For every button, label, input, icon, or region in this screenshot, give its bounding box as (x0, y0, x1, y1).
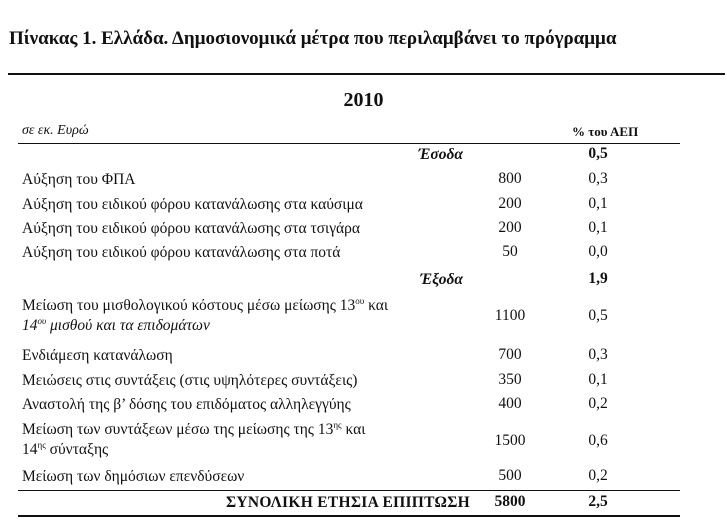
row-value: 1500 (494, 432, 526, 449)
row-pct: 0,1 (588, 195, 608, 212)
row-label: Αύξηση του ειδικού φόρου κατανάλωσης στα ποτά (22, 244, 341, 261)
row-label: Αύξηση του ειδικού φόρου κατανάλωσης στα καύσιμα (22, 196, 363, 213)
section-pct: 0,5 (588, 145, 608, 162)
year-heading: 2010 (343, 89, 384, 111)
row-label: Μειώσεις στις συντάξεις (στις υψηλότερες συντάξεις) (22, 372, 358, 389)
row-value: 400 (498, 395, 522, 412)
row-value: 200 (498, 195, 522, 212)
row-pct: 0,2 (588, 395, 608, 412)
row-pct: 0,1 (588, 371, 608, 388)
total-value: 5800 (494, 493, 526, 510)
row-label: Μείωση των δημόσιων επενδύσεων (22, 468, 245, 485)
top-rule (8, 73, 725, 75)
row-value: 500 (498, 467, 522, 484)
header-rule (18, 143, 680, 144)
total-pct: 2,5 (588, 493, 608, 510)
pct-gdp-header: % του ΑΕΠ (572, 124, 639, 139)
row-pct: 0,1 (588, 219, 608, 236)
row-pct: 0,5 (588, 307, 608, 324)
unit-label: σε εκ. Ευρώ (22, 123, 89, 138)
row-pct: 0,3 (588, 346, 608, 363)
bottom-rule (18, 515, 680, 517)
row-pct: 0,6 (588, 432, 608, 449)
section-label: Έσοδα (418, 146, 463, 163)
row-value: 800 (498, 170, 522, 187)
row-pct: 0,3 (588, 170, 608, 187)
row-value: 200 (498, 219, 522, 236)
total-rule (18, 490, 680, 491)
row-label: Ενδιάμεση κατανάλωση (22, 347, 173, 364)
section-label: Έξοδα (420, 271, 463, 288)
row-label: Αύξηση του ΦΠΑ (22, 171, 136, 188)
total-label: ΣΥΝΟΛΙΚΗ ΕΤΗΣΙΑ ΕΠΙΠΤΩΣΗ (225, 494, 470, 511)
row-label: Αύξηση του ειδικού φόρου κατανάλωσης στα τσιγάρα (22, 220, 361, 237)
table-title: Πίνακας 1. Ελλάδα. Δημοσιονομικά μέτρα που περιλαμβάνει το πρόγραμμα (9, 28, 617, 49)
row-label: Μείωση των συντάξεων μέσω της μείωσης της $13^{\eta\varsigma}$ και $14^{\eta\varsigma}$ σύνταξης (22, 419, 366, 458)
row-value: 350 (498, 371, 522, 388)
row-value: 700 (498, 346, 522, 363)
row-label: Μείωση του μισθολογικού κόστους μέσω μείωσης $13^{o\upsilon}$ και $14^{o\upsilon}$ μισθού και τα επιδομάτων (22, 295, 389, 334)
section-pct: 1,9 (588, 270, 608, 287)
row-value: 50 (502, 243, 518, 260)
row-pct: 0,0 (588, 243, 608, 260)
row-label: Αναστολή της β’ δόσης του επιδόματος αλληλεγγύης (22, 396, 351, 413)
row-pct: 0,2 (588, 467, 608, 484)
row-value: 1100 (494, 307, 526, 324)
